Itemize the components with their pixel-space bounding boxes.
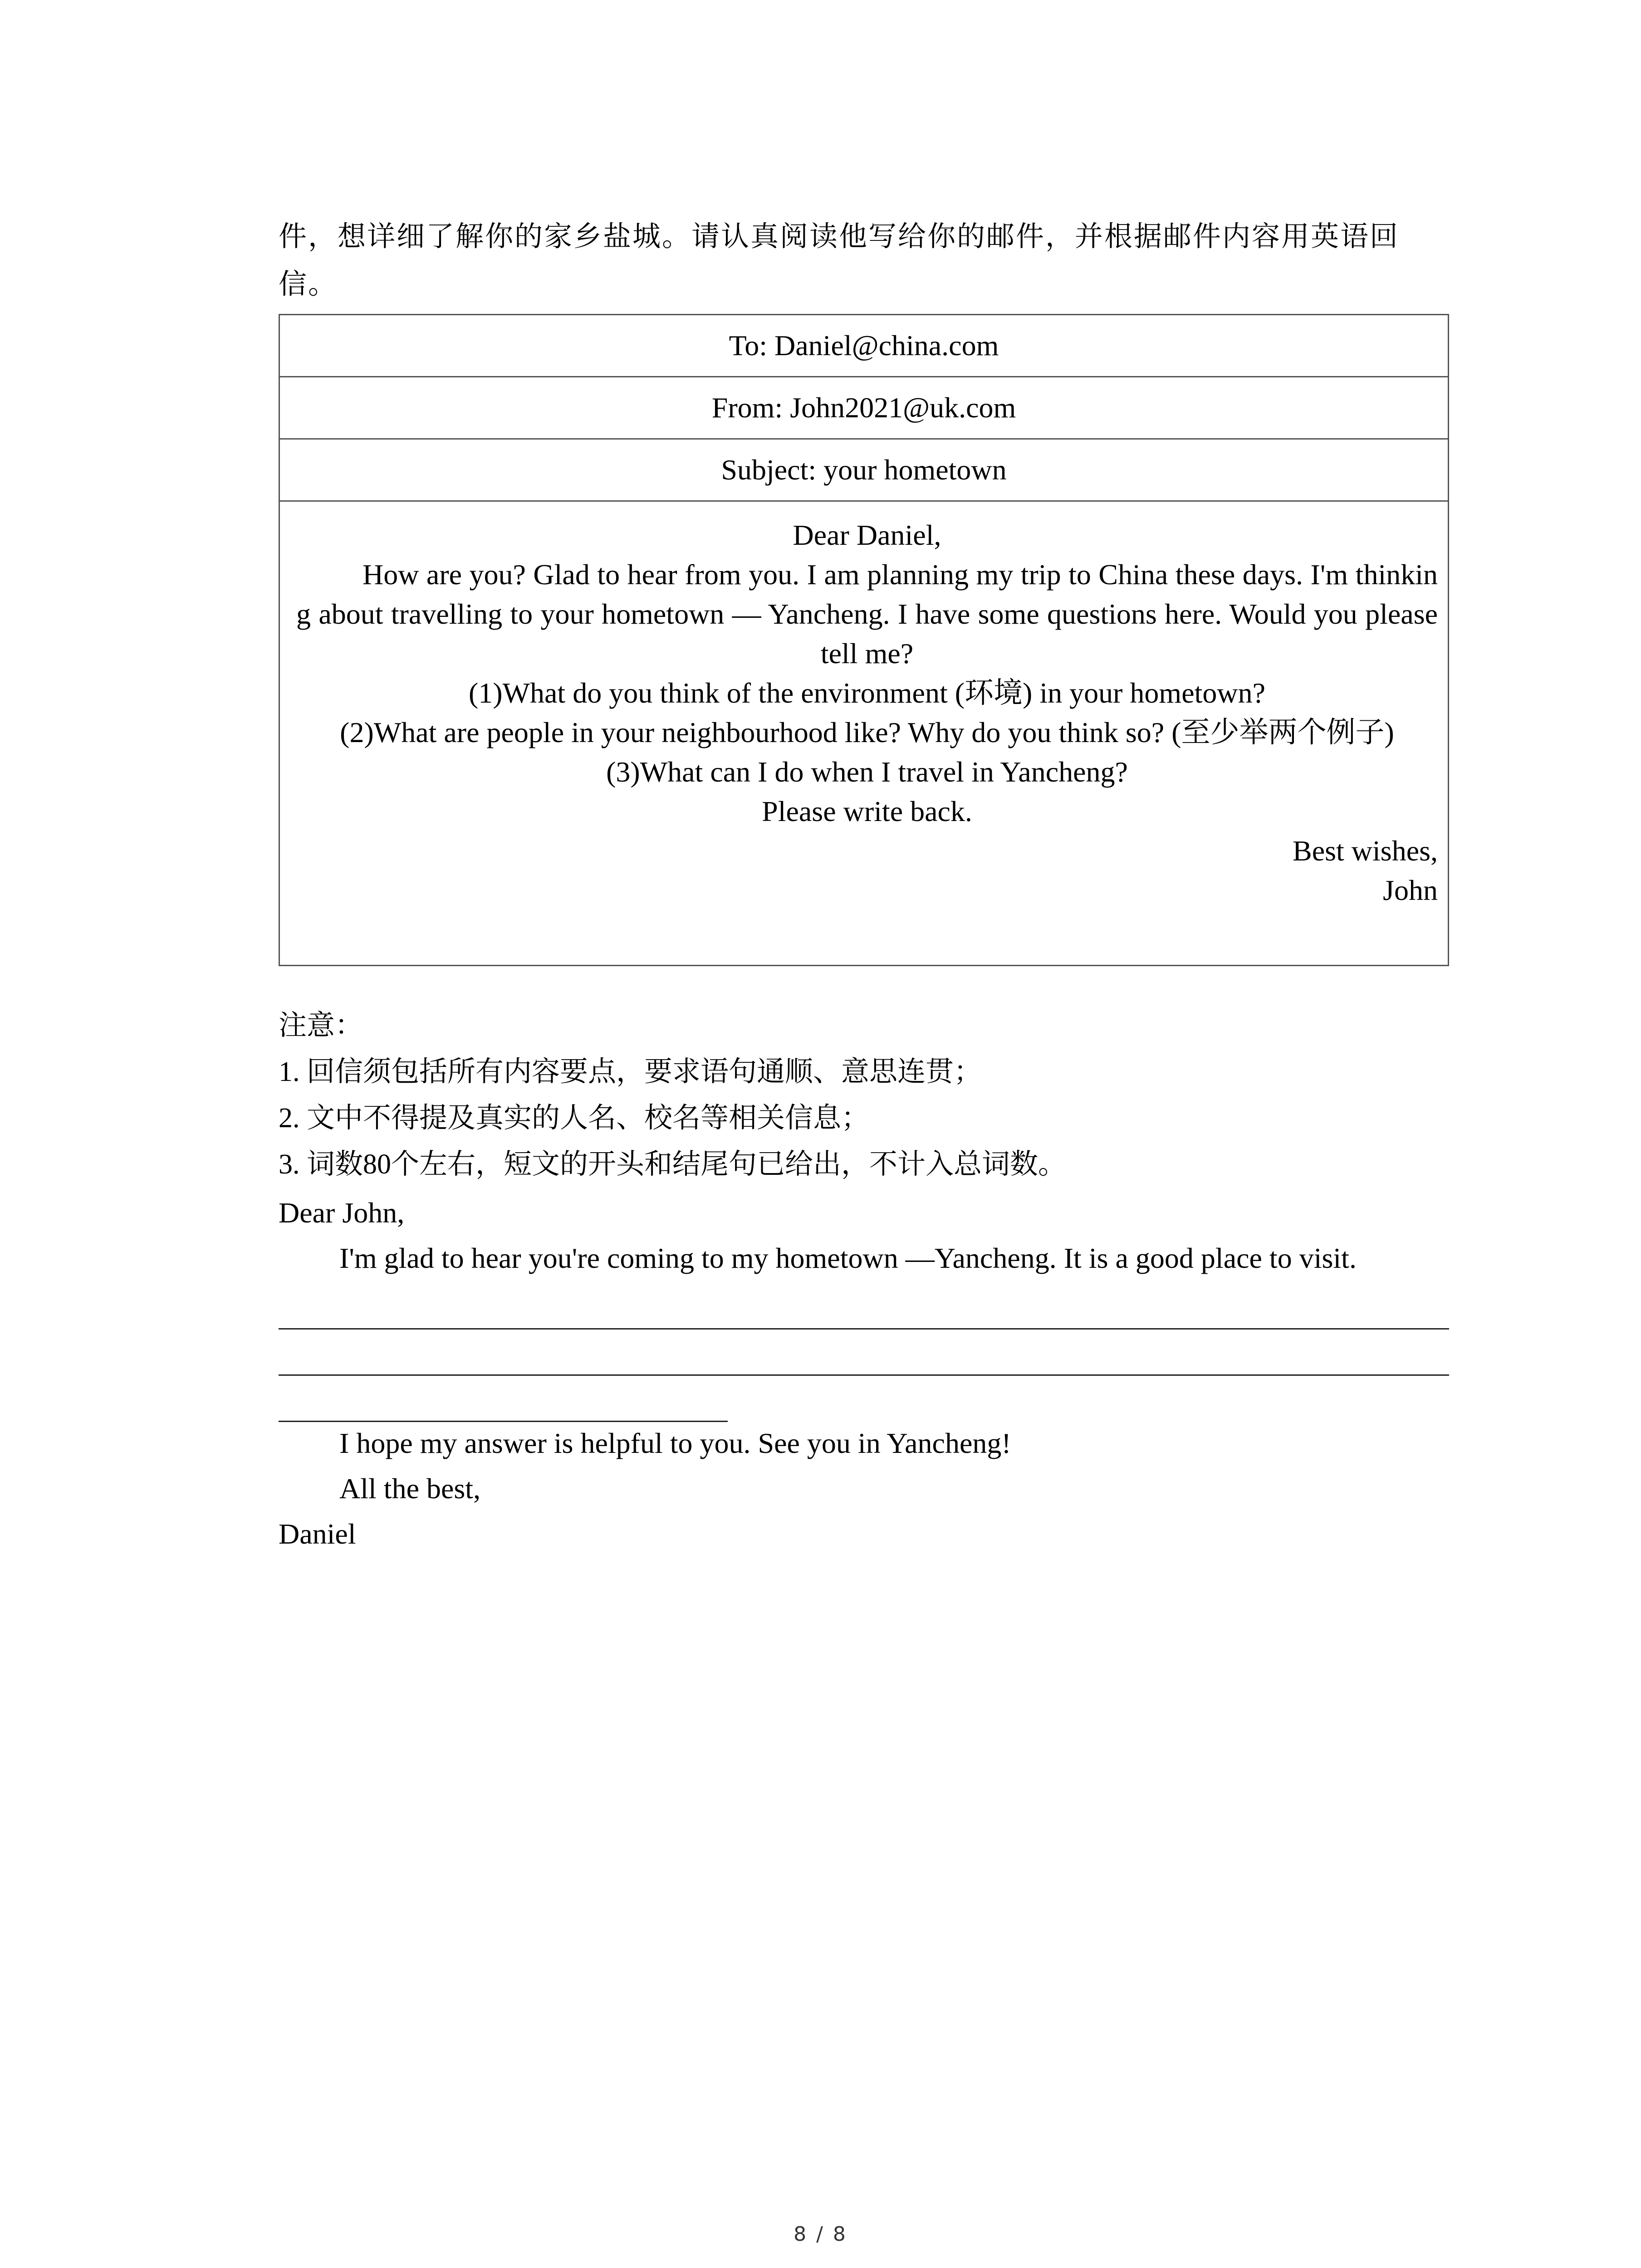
instructions-line-1: 件，想详细了解你的家乡盐城。请认真阅读他写给你的邮件，并根据邮件内容用英语回 bbox=[279, 221, 1400, 252]
letter-closing-section bbox=[279, 1421, 1458, 1557]
email-table bbox=[279, 314, 1449, 966]
notes-section bbox=[279, 1002, 1449, 1188]
notes-item: 2. 文中不得提及真实的人名、校名等相关信息； bbox=[279, 1103, 870, 1134]
email-question-3: (3)What can I do when I travel in Yancheng? bbox=[606, 756, 1128, 788]
email-question-2: (2)What are people in your neighbourhood like? Why do you think so? (至少举两个例子) bbox=[340, 716, 1394, 748]
letter-closing: I hope my answer is helpful to you. See you in Yancheng! bbox=[339, 1427, 1011, 1459]
letter-greeting: Dear John, bbox=[279, 1197, 405, 1229]
letter-opening: I'm glad to hear you're coming to my hometown —Yancheng. It is a good place to visit. bbox=[339, 1242, 1357, 1274]
answer-line-1[interactable] bbox=[279, 1328, 1449, 1330]
answer-line-2[interactable] bbox=[279, 1374, 1449, 1376]
email-signature: John bbox=[1383, 874, 1438, 906]
instructions-text bbox=[279, 213, 1449, 308]
email-body bbox=[280, 502, 1448, 965]
notes-heading: 注意： bbox=[279, 1010, 363, 1041]
email-subject-row: Subject: your hometown bbox=[280, 440, 1448, 502]
reply-letter bbox=[279, 1190, 1458, 1281]
letter-signature: Daniel bbox=[279, 1518, 356, 1550]
email-from-row: From: John2021@uk.com bbox=[280, 377, 1448, 440]
letter-signoff: All the best, bbox=[339, 1472, 481, 1505]
notes-item: 1. 回信须包括所有内容要点，要求语句通顺、意思连贯； bbox=[279, 1056, 982, 1087]
email-paragraph: How are you? Glad to hear from you. I am planning my trip to China these days. I'm thinking about travelling to your hometown — Yancheng. I have some questions here. Would you please tell me? bbox=[296, 558, 1438, 670]
page-number: 8 / 8 bbox=[794, 2223, 847, 2246]
email-to-row: To: Daniel@china.com bbox=[280, 315, 1448, 377]
email-request: Please write back. bbox=[762, 795, 972, 827]
instructions-line-2: 信。 bbox=[279, 269, 338, 300]
email-question-1: (1)What do you think of the environment (环境) in your hometown? bbox=[468, 677, 1266, 709]
email-signoff: Best wishes, bbox=[1293, 835, 1438, 867]
notes-item: 3. 词数80个左右，短文的开头和结尾句已给出，不计入总词数。 bbox=[279, 1149, 1067, 1180]
email-greeting: Dear Daniel, bbox=[793, 519, 941, 551]
